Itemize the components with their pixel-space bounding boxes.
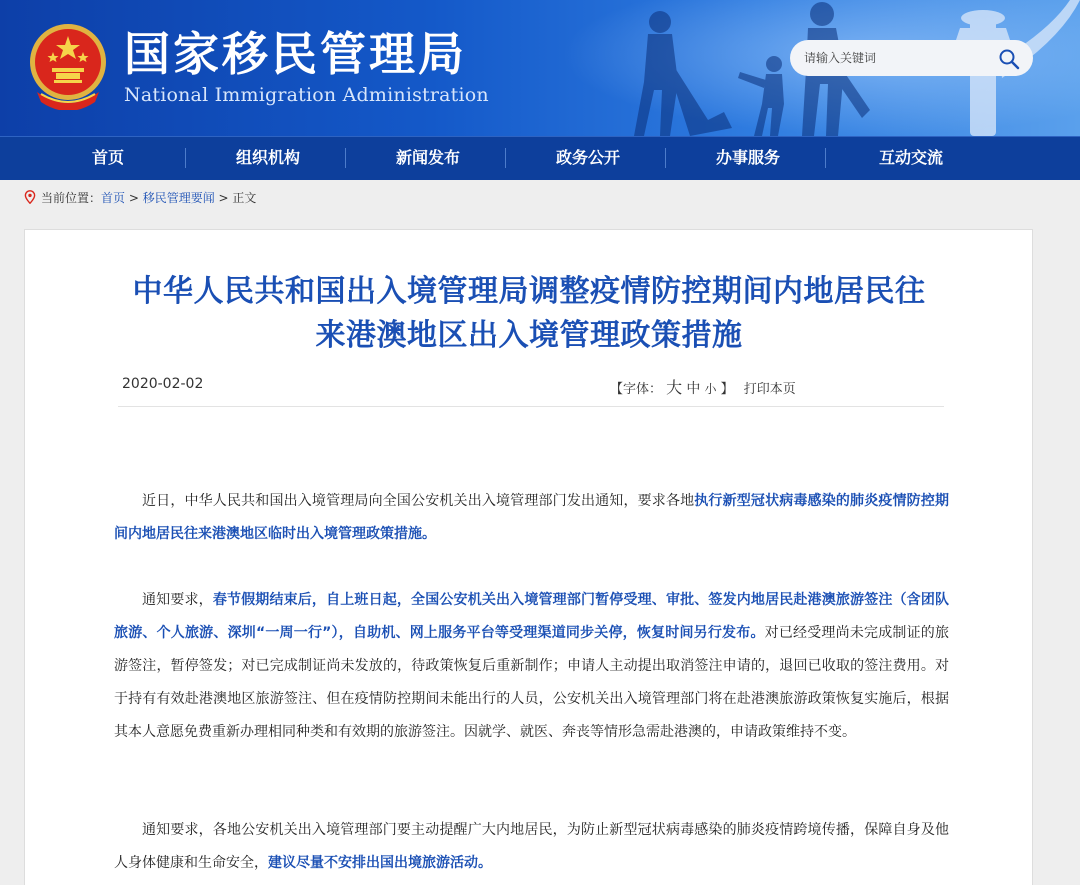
nav-divider [505,148,506,168]
article-title [109,270,949,358]
site-subtitle: National Immigration Administration [124,84,489,106]
paragraph-emphasis: 建议尽量不安排出国出境旅游活动。 [268,855,492,871]
nav-item-gov-affairs[interactable]: 政务公开 [555,148,620,167]
breadcrumb-prefix: 当前位置： [41,191,102,205]
article-paragraph [114,814,949,880]
paragraph-text: 对已经受理尚未完成制证的旅游签注，暂停签发；对已完成制证尚未发放的，待政策恢复后重新制作；申请人主动提出取消签注申请的，退回已收取的签注费用。对于持有有效赴港澳地区旅游签注、但在疫情防控期间未能出行的人员，公安机关出入境管理部门将在赴港澳旅游政策恢复实施后，根据其本人意愿免费重新办理相同种类和有效期的旅游签注。因就学、就医、奔丧等情形急需赴港澳的，申请政策维持不变。 [114,625,949,740]
site-header [0,0,1080,136]
paragraph-emphasis: 春节假期结束后，自上班日起，全国公安机关出入境管理部门暂停受理、审批、签发内地居民赴港澳旅游签注（含团队旅游、个人旅游、深圳“一周一行”），自助机、网上服务平台等受理渠道同步关停，恢复时间另行发布。 [114,592,950,641]
paragraph-text: 通知要求， [142,592,213,608]
paragraph-text: 近日，中华人民共和国出入境管理局向全国公安机关出入境管理部门发出通知，要求各地 [142,493,695,509]
article-title-line: 中华人民共和国出入境管理局调整疫情防控期间内地居民往 [132,274,926,309]
nav-divider [665,148,666,168]
nav-item-home[interactable]: 首页 [91,148,124,167]
nav-item-news[interactable]: 新闻发布 [395,148,460,167]
breadcrumb-separator: > [125,191,143,205]
breadcrumb-home-link[interactable]: 首页 [101,191,126,205]
print-button[interactable]: 打印本页 [743,382,796,397]
article-title-line: 来港澳地区出入境管理政策措施 [315,318,743,353]
nav-divider [825,148,826,168]
nav-item-interaction[interactable]: 互动交流 [878,148,943,167]
main-nav [0,136,1080,180]
nav-item-organization[interactable]: 组织机构 [235,148,300,167]
paragraph-text: 通知要求，各地公安机关出入境管理部门要主动提醒广大内地居民，为防止新型冠状病毒感染的肺炎疫情跨境传播，保障自身及他人身体健康和生命安全， [114,822,949,871]
font-size-label: 【字体： [610,382,663,397]
search-box[interactable] [790,40,1033,76]
search-icon[interactable] [998,48,1020,70]
search-input[interactable] [804,47,989,69]
nav-item-services[interactable]: 办事服务 [715,148,780,167]
font-size-label-close: 】 [720,382,734,397]
article-date: 2020-02-02 [122,376,204,392]
article-tools [610,375,796,398]
national-emblem-icon [27,22,109,110]
article-card [24,229,1033,885]
font-size-medium-button[interactable]: 中 [686,381,701,397]
breadcrumb-section-link[interactable]: 移民管理要闻 [142,191,215,205]
breadcrumb-current: 正文 [232,191,257,205]
paragraph-emphasis: 执行新型冠状病毒感染的肺炎疫情防控期间内地居民往来港澳地区临时出入境管理政策措施。 [114,493,949,542]
breadcrumb [24,188,256,208]
font-size-small-button[interactable]: 小 [704,382,717,396]
font-size-large-button[interactable]: 大 [666,378,683,397]
nav-divider [345,148,346,168]
breadcrumb-separator: > [214,191,233,205]
article-paragraph [114,485,949,551]
location-pin-icon [24,190,36,204]
article-paragraph [114,584,949,749]
site-title: 国家移民管理局 [124,27,467,81]
nav-divider [185,148,186,168]
meta-divider [118,406,944,407]
